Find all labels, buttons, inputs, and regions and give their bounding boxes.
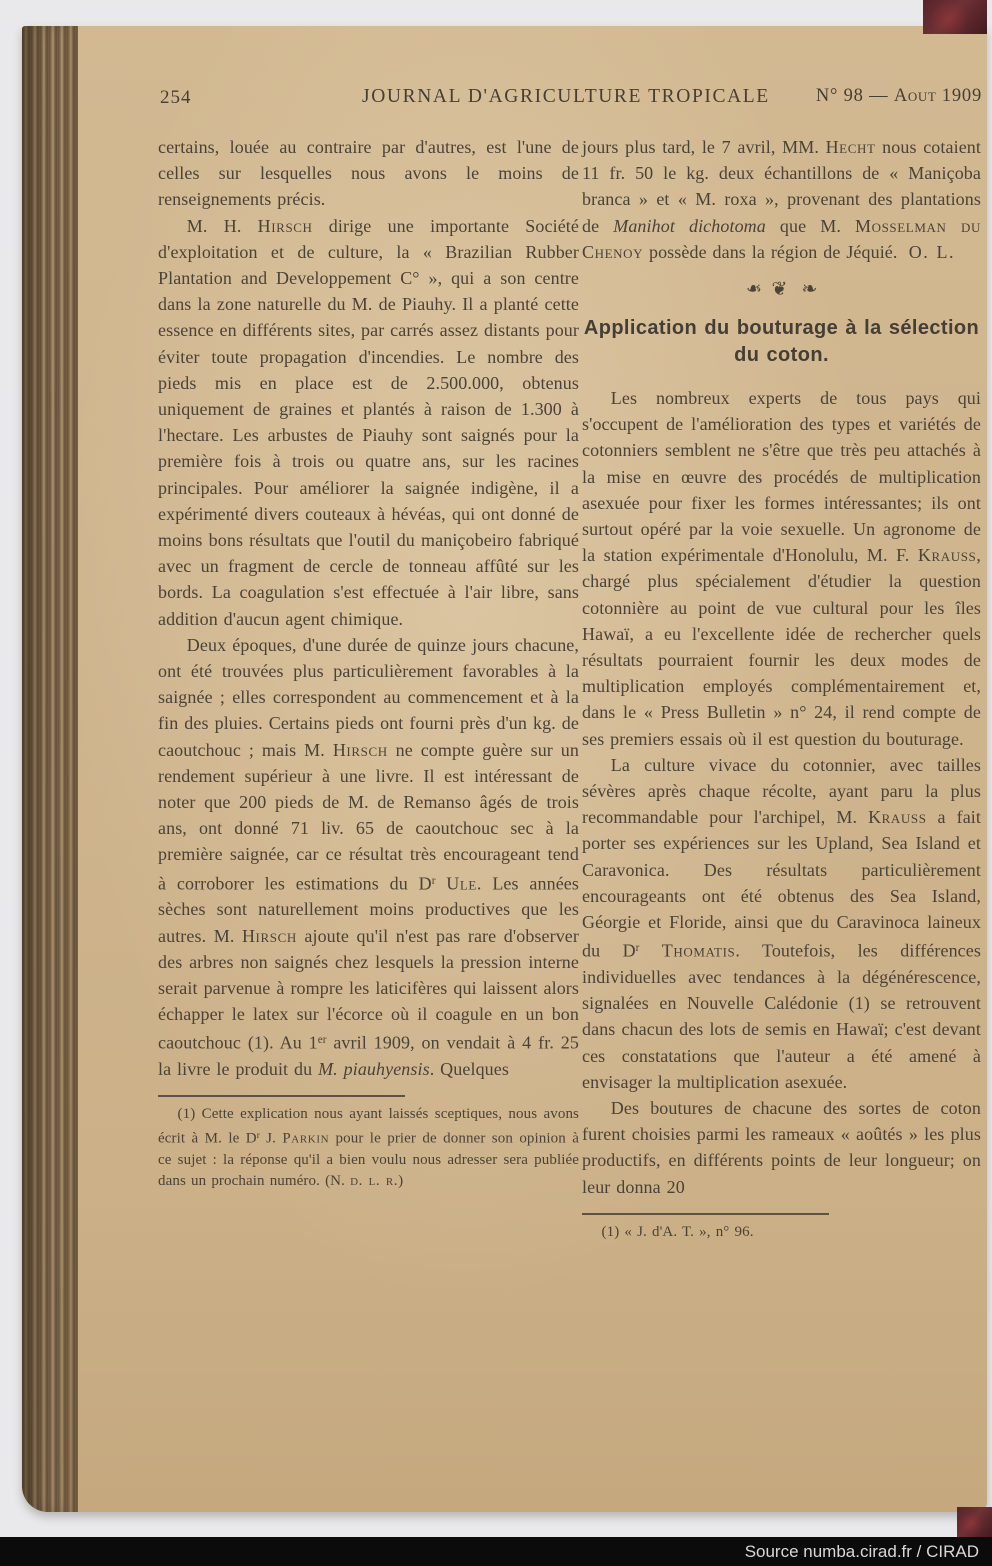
text-segment: ajoute qu'il n'est pas rare d'observer des arbres non saignés chez lesquels la pression interne serait parvenue à rompre les laticifères qui laissent alors échapper le latex sur l'écorce où il coagule en un bon caoutchouc (1). Au 1 [158, 925, 579, 1054]
text-segment: , chargé plus spécialement d'étudier la question cotonnière au point de vue cultural pour les îles Hawaï, a eu l'excellente idée de rechercher quels résultats pourraient fournir les deux modes de multiplication employés complémentairement et, dans le « Press Bulletin » n° 24, il rend compte de ses premiers essais où il est question du bouturage. [582, 545, 981, 749]
article-heading-line1: Application du bouturage à la sélection [583, 317, 980, 340]
left-column [158, 134, 579, 1193]
issue-info [816, 86, 982, 107]
text-segment: possède dans la région de Jéquié. [643, 241, 898, 262]
text-segment: Krauss [917, 545, 977, 566]
footnote-rule [158, 1095, 405, 1097]
text-segment: Aout [893, 86, 937, 106]
text-segment: Hecht [825, 137, 876, 157]
text-segment: d. l. r. [350, 1173, 399, 1190]
left-column-text [158, 134, 579, 1082]
page-header [158, 84, 982, 114]
paragraph [158, 632, 579, 1083]
continuation-paragraph [582, 134, 981, 265]
right-footnote [582, 1222, 981, 1243]
right-column [582, 134, 981, 1243]
left-footnote [158, 1104, 579, 1192]
ornament-left-flourish: ❧ [741, 279, 762, 301]
article-heading-line2: du coton. [734, 344, 829, 367]
text-segment: 1909 [936, 86, 982, 106]
ornament-center-flourish: ❦ [771, 279, 792, 301]
paragraph [582, 1095, 981, 1200]
text-segment: Deux époques, d'une durée de quinze jours chacune, ont été trouvées plus particulièrement favorables à la saignée ; elles correspondent au commencement et à la fin des pluies. Certains pieds ont fourni près d'un kg. de caoutchouc ; mais M. [158, 634, 579, 760]
text-segment: Hirsch [257, 215, 313, 236]
text-segment: Mosselman du Chenoy [582, 215, 981, 262]
text-segment: N° 98 — [815, 86, 894, 106]
text-segment: . Quelques [429, 1059, 509, 1080]
text-segment: ) [398, 1173, 404, 1190]
ornament-right-flourish: ❧ [801, 279, 822, 301]
attribution-bar [0, 1537, 992, 1566]
text-segment: er [317, 1034, 327, 1047]
text-segment: Parkin [282, 1130, 330, 1147]
book-cover-corner-top [923, 0, 987, 34]
text-segment: La culture vivace du cotonnier, avec tailles sévères après chaque récolte, ayant paru la plus recommandable pour l'archipel, M. [582, 754, 981, 828]
text-segment: nous cotaient 11 fr. 50 le kg. deux échantillons de « Maniçoba branca » et « M. roxa », provenant des plantations de [582, 137, 981, 236]
paragraph [158, 213, 579, 632]
journal-title: JOURNAL D'AGRICULTURE TROPICALE [362, 86, 770, 107]
text-segment: ne compte guère sur un rendement supérieur à une livre. Il est intéressant de noter que 200 pieds de M. de Remanso âgés de trois ans, ont donné 71 liv. 65 de caoutchouc sec à la première saignée, car ce résultat très encourageant tend à corroborer les estimations du D [158, 739, 579, 894]
text-segment [435, 873, 446, 893]
text-segment: J. [259, 1130, 283, 1147]
text-segment: Manihot dichotoma [613, 215, 766, 236]
text-segment: . Toutefois, les différences individuelles avec tendances à la dégénérescence, signalées en Nouvelle Calédonie (1) se retrouvent dans chacun des lots de semis en Hawaï; c'est devant ces constatations que l'auteur a été amené à envisager la multiplication asexuée. [582, 940, 981, 1092]
text-segment: . Les années sèches sont naturellement moins productives que les autres. M. [158, 873, 579, 946]
text-segment: Ule [446, 873, 477, 894]
journal-page [22, 26, 987, 1512]
text-segment: r [635, 942, 640, 955]
paragraph [582, 752, 981, 1095]
text-segment: (1) Cette explication nous ayant laissés sceptiques, nous avons écrit à M. le D [158, 1106, 579, 1147]
text-segment [639, 941, 661, 961]
text-segment: Hirsch [332, 739, 388, 760]
text-segment: (1) « J. d'A. T. », n° 96. [601, 1223, 754, 1240]
author-signature: O. L. [908, 241, 955, 262]
book-cover-corner-bottom [957, 1507, 992, 1537]
text-segment: Krauss [868, 807, 927, 828]
text-segment: Les nombreux experts de tous pays qui s'occupent de l'amélioration des types et variétés de cotonniers semblent ne s'être que très peu attachés à la mise en œuvre des procédés de multiplication asexuée pour fixer les formes intéressantes; ils ont surtout opéré par la voie sexuelle. Un agronome de la station expérimentale d'Honolulu, M. F. [582, 388, 981, 566]
text-segment: M. piauhyensis [318, 1059, 430, 1080]
text-segment: r [431, 874, 436, 887]
text-segment: dirige une importante Société d'exploitation et de culture, la « Brazilian Rubber Plantation and Developpement C° », qui a son centre dans la zone naturelle du M. de Piauhy. Il a planté cette essence en différents sites, par carrés assez distants pour éviter toute propagation d'incendies. Le nombre des pieds mis en place est de 2.500.000, obtenus uniquement de graines et plantés à raison de 1.300 à l'hectare. Les arbustes de Piauhy sont saignés pour la première fois à trois ou quatre ans, sur les racines principales. Pour améliorer la saignée indigène, il a expérimenté divers couteaux à hévéas, qui ont donné de moins bons résultats que l'outil du maniçobeiro fabriqué avec un fragment de cercle de tonneau affûté sur les bords. La coagulation s'est effectuée à l'air libre, sans addition d'aucun agent chimique. [158, 215, 579, 629]
text-segment: que M. [765, 215, 855, 236]
text-segment: Thomatis [661, 940, 736, 961]
section-divider-ornament [582, 279, 981, 301]
right-column-text [582, 385, 981, 1200]
text-segment: jours plus tard, le 7 avril, MM. [582, 137, 826, 157]
text-segment: r [256, 1130, 260, 1141]
paragraph [582, 385, 981, 752]
attribution-text: Source numba.cirad.fr / CIRAD [744, 1542, 979, 1561]
book-binding-edge [22, 26, 78, 1512]
text-segment: pour le prier de donner son opinion à ce sujet : la réponse qu'il a bien voulu nous adresser sera publiée dans un prochain numéro. (N. [158, 1130, 579, 1190]
page-number: 254 [160, 87, 192, 108]
footnote-rule [582, 1213, 829, 1215]
text-segment: Des boutures de chacune des sortes de coton furent choisies parmi les rameaux « aoûtés » les plus productifs, en différents points de leur longueur; on leur donna 20 [582, 1098, 981, 1197]
text-segment: M. H. [186, 215, 258, 236]
text-segment: a fait porter ses expériences sur les Upland, Sea Island et Caravonica. Des résultats particulièrement encourageants ont été obtenus des Sea Island, Géorgie et Floride, ainsi que du Caravinoca laineux du D [582, 807, 982, 961]
paragraph [158, 134, 579, 213]
text-segment: certains, louée au contraire par d'autres, est l'une de celles sur lesquelles nous avons le moins de renseignements précis. [158, 137, 579, 210]
text-segment: Hirsch [241, 925, 297, 946]
text-segment: avril 1909, on vendait à 4 fr. 25 la livre le produit du [158, 1033, 579, 1080]
article-heading [582, 315, 981, 369]
